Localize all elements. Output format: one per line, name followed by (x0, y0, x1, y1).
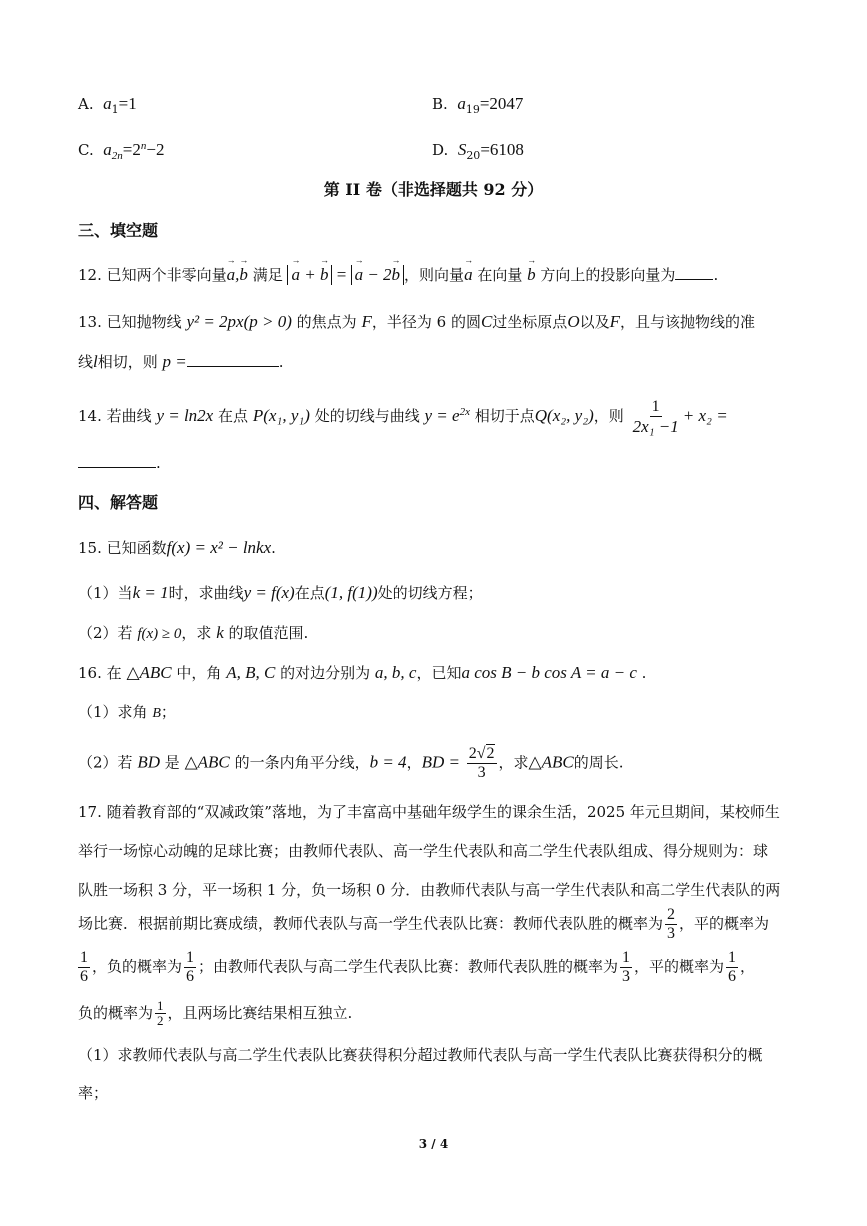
q13-text-2: 的焦点为 (296, 313, 357, 331)
question-14 (78, 398, 728, 436)
option-b (432, 94, 523, 116)
q17-frac-6 (155, 999, 166, 1029)
q16-p2-fraction (467, 745, 497, 782)
q13-line-l: l (93, 352, 98, 371)
q16-p2-b: b = 4 (369, 752, 407, 772)
q17-frac-2-den: 6 (80, 967, 88, 985)
q15-p2-text-3: 的取值范围. (228, 624, 309, 642)
q17-line-1: 17. 随着教育部的“双减政策”落地，为了丰富高中基础年级学生的课余生活，2025 年元旦期间，某校师生 (78, 803, 780, 821)
q17-frac-1 (665, 906, 677, 943)
q14-curve-1: y = ln2x (156, 406, 214, 426)
q17-frac-3-den: 6 (186, 967, 195, 985)
q13-focus: F (361, 312, 372, 331)
q16-p1-text-1: 求角 (117, 703, 148, 721)
q17-line-4b: ，平的概率为 (679, 914, 770, 933)
option-c (78, 140, 164, 163)
question-16 (78, 663, 646, 683)
q14-point-q: Q(x₂, y₂) (534, 406, 594, 426)
section-4-heading: 四、解答题 (78, 493, 159, 512)
q13-circle: C (480, 312, 493, 331)
q15-p1-curve: y = f(x) (243, 583, 295, 602)
q12-text-3: ，则向量 (404, 266, 465, 284)
q12-text-4: 在向量 (477, 266, 523, 284)
q15-p1-point: (1, f(1)) (324, 583, 378, 602)
question-13 (78, 312, 755, 332)
q16-p2-text-4: ， (406, 753, 422, 772)
q15-p1-text-3: 在点 (294, 584, 325, 602)
q13-text-3: ，半径为 6 的圆 (371, 313, 481, 331)
q17-line-4 (78, 906, 769, 943)
q17-part-1: （1）求教师代表队与高二学生代表队比赛获得积分超过教师代表队与高一学生代表队比赛获得积分的概 (78, 1046, 763, 1064)
q16-triangle: △ABC (126, 663, 172, 682)
q14-curve-2-exp: 2x (459, 406, 470, 419)
q16-text-3: 的对边分别为 (280, 664, 371, 682)
q16-p2-frac-den: 3 (477, 763, 486, 781)
q14-text-4: 相切于点 (474, 407, 535, 426)
q13-text-4: 过坐标原点 (492, 313, 568, 331)
q13-text-6: ，且与该抛物线的准 (620, 313, 756, 331)
q12-abs-left: → a + → b (287, 265, 332, 285)
q13-p: p = (162, 352, 187, 371)
q12-abs-right: → a − 2→ b (351, 265, 404, 285)
option-c-sup: n (140, 140, 147, 152)
q15-part-1 (78, 583, 483, 603)
option-d-var: S (457, 140, 467, 159)
option-d-sub: 20 (466, 149, 481, 162)
option-a (78, 94, 137, 116)
q17-line-5d: ， (740, 957, 756, 976)
q12-text-6: . (713, 266, 719, 284)
q16-sides: a, b, c (374, 663, 417, 682)
q16-p2-text-6: 的周长. (573, 753, 624, 772)
question-14-cont (78, 454, 161, 472)
q13-focus-2: F (609, 312, 620, 331)
q16-p2-text-2: 是 (164, 753, 180, 772)
q17-frac-3-num: 1 (186, 949, 195, 966)
part2-title: 第 II 卷（非选择题共 92 分） (323, 180, 544, 199)
q16-p2-bd-eq: BD = (421, 752, 460, 772)
q12-text-5: 方向上的投影向量为 (540, 266, 676, 284)
q17-frac-2 (78, 949, 90, 986)
option-a-var: a (103, 94, 112, 113)
q16-p2-label: （2） (78, 753, 118, 772)
q15-p1-text-4: 处的切线方程； (377, 584, 483, 602)
q17-frac-1-num: 2 (667, 906, 676, 923)
section-3-heading: 三、填空题 (78, 221, 159, 240)
q17-line-5a: ，负的概率为 (92, 957, 183, 976)
q17-frac-4-den: 3 (622, 967, 631, 985)
q17-frac-2-num: 1 (80, 949, 88, 966)
option-d (432, 140, 524, 162)
q16-p2-triangle-2: △ABC (528, 752, 574, 772)
q13-text-9: . (278, 353, 284, 371)
q14-text-6: + x₂ = (682, 406, 728, 426)
q15-text-1: 已知函数 (106, 539, 167, 557)
q14-fraction (631, 398, 681, 436)
q14-text-3: 处的切线与曲线 (314, 407, 420, 426)
q12-text-1: 已知两个非零向量 (106, 266, 227, 284)
q17-line-5b: ；由教师代表队与高二学生代表队比赛：教师代表队胜的概率为 (198, 957, 619, 976)
q17-frac-6-den: 2 (157, 1013, 164, 1029)
q15-p2-condition: f(x) ≥ 0 (137, 626, 182, 642)
q16-p1-label: （1） (78, 703, 118, 721)
q13-text-8: 相切，则 (97, 353, 158, 371)
q16-p2-bd: BD (137, 752, 161, 772)
q14-text-7: . (156, 454, 161, 472)
option-c-sub: 2n (111, 150, 123, 162)
q13-text-7: 线 (78, 353, 94, 371)
option-b-sub: 19 (465, 103, 480, 116)
q15-p1-k: k = 1 (132, 583, 169, 602)
q15-p2-label: （2） (78, 624, 118, 642)
q14-text-2: 在点 (218, 407, 249, 426)
q14-answer-blank[interactable] (78, 466, 156, 468)
q16-p1-text-2: ； (160, 703, 176, 721)
q13-number: 13. (78, 313, 102, 331)
q12-vec-a: → a (464, 265, 473, 285)
q16-p2-triangle: △ABC (184, 752, 230, 772)
q15-p2-k: k (216, 623, 224, 642)
q16-equation: a cos B − b cos A = a − c (461, 663, 637, 682)
q17-frac-5 (726, 949, 738, 986)
q16-p2-text-5: ，求 (498, 753, 529, 772)
q17-frac-4-num: 1 (622, 949, 631, 966)
option-c-label: C. (78, 141, 94, 159)
option-b-var: a (457, 94, 466, 113)
q15-p2-text-1: 若 (117, 624, 133, 642)
q17-line-5c: ，平的概率为 (634, 957, 725, 976)
q14-text-5: ，则 (593, 407, 624, 426)
q15-part-2 (78, 623, 308, 643)
q17-frac-5-num: 1 (728, 949, 737, 966)
q13-origin: O (567, 312, 580, 331)
q17-part-1-cont: 率； (78, 1084, 109, 1102)
question-12: 12. 已知两个非零向量→ a,→ b 满足 → a + → b = → a − 2→ b ，则向量→ a 在向量 → b 方向上的投影向量为 . (78, 265, 718, 285)
q15-p1-text-2: 时，求曲线 (168, 584, 244, 602)
option-b-label: B. (432, 95, 448, 113)
q12-number: 12. (78, 266, 102, 284)
q17-line-6 (78, 999, 352, 1029)
q16-p2-text-3: 的一条内角平分线， (234, 753, 370, 772)
q12-text-2: 满足 (252, 266, 283, 284)
page-number: 3 / 4 (418, 1137, 449, 1151)
q13-equation: y² = 2px(p > 0) (186, 312, 292, 331)
q17-line-3: 队胜一场积 3 分，平一场积 1 分，负一场积 0 分．由教师代表队与高一学生代表队和高二学生代表队的两 (78, 881, 781, 899)
q16-text-2: 中，角 (176, 664, 222, 682)
q16-part-2 (78, 745, 624, 782)
q14-frac-den: 2x₁ −1 (632, 416, 679, 436)
q16-p1-b: B (152, 706, 161, 721)
q16-p2-text-1: 若 (117, 753, 133, 772)
q16-number: 16. (78, 664, 102, 682)
option-d-value: =6108 (480, 140, 524, 159)
q14-frac-num: 1 (651, 398, 660, 415)
q15-number: 15. (78, 539, 102, 557)
q15-function: f(x) = x² − lnkx (166, 538, 272, 557)
q13-text-1: 已知抛物线 (106, 313, 182, 331)
q14-curve-2: y = e (424, 406, 460, 426)
q17-line-6b: ，且两场比赛结果相互独立. (167, 1004, 353, 1023)
q12-vec-b: → b (527, 265, 536, 285)
q17-line-6a: 负的概率为 (78, 1004, 154, 1023)
q14-text-1: 若曲线 (106, 407, 152, 426)
option-c-value-1: =2 (122, 140, 141, 159)
question-15 (78, 538, 276, 558)
q15-p1-label: （1） (78, 584, 118, 602)
option-a-sub: 1 (111, 103, 119, 116)
q17-line-4a: 场比赛．根据前期比赛成绩，教师代表队与高一学生代表队比赛：教师代表队胜的概率为 (78, 914, 664, 933)
q16-part-1 (78, 703, 176, 723)
q17-frac-1-den: 3 (667, 924, 676, 942)
q16-text-5: . (641, 664, 647, 682)
q16-p2-frac-coef: 2 (468, 745, 477, 762)
q17-frac-3 (184, 949, 196, 986)
q16-text-4: ，已知 (416, 664, 462, 682)
q16-p2-frac-num: 2√2 (468, 745, 495, 762)
q16-p2-frac-radicand: 2 (486, 745, 495, 762)
q16-angles: A, B, C (226, 663, 276, 682)
q17-frac-4 (620, 949, 632, 986)
q16-text-1: 在 (106, 664, 122, 682)
option-c-value-2: −2 (146, 140, 165, 159)
q15-p2-text-2: ，求 (181, 624, 212, 642)
option-a-label: A. (78, 95, 94, 113)
q15-text-2: . (271, 539, 276, 557)
q13-answer-blank[interactable] (187, 365, 279, 367)
q17-line-2: 举行一场惊心动魄的足球比赛；由教师代表队、高一学生代表队和高二学生代表队组成、得分规则为：球 (78, 842, 769, 860)
option-c-var: a (103, 140, 112, 159)
q17-frac-5-den: 6 (728, 967, 737, 985)
option-a-value: =1 (118, 94, 137, 113)
q14-point-p: P(x₁, y₁) (252, 406, 310, 426)
question-13-cont (78, 352, 284, 372)
q12-vectors: → a,→ b (227, 265, 248, 284)
q17-line-5 (78, 949, 755, 986)
option-b-value: =2047 (479, 94, 524, 113)
option-d-label: D. (432, 141, 449, 159)
q13-text-5: 以及 (579, 313, 610, 331)
q15-p1-text-1: 当 (117, 584, 133, 602)
q17-frac-6-num: 1 (157, 998, 164, 1013)
q12-answer-blank[interactable] (675, 278, 713, 280)
q14-number: 14. (78, 407, 102, 426)
